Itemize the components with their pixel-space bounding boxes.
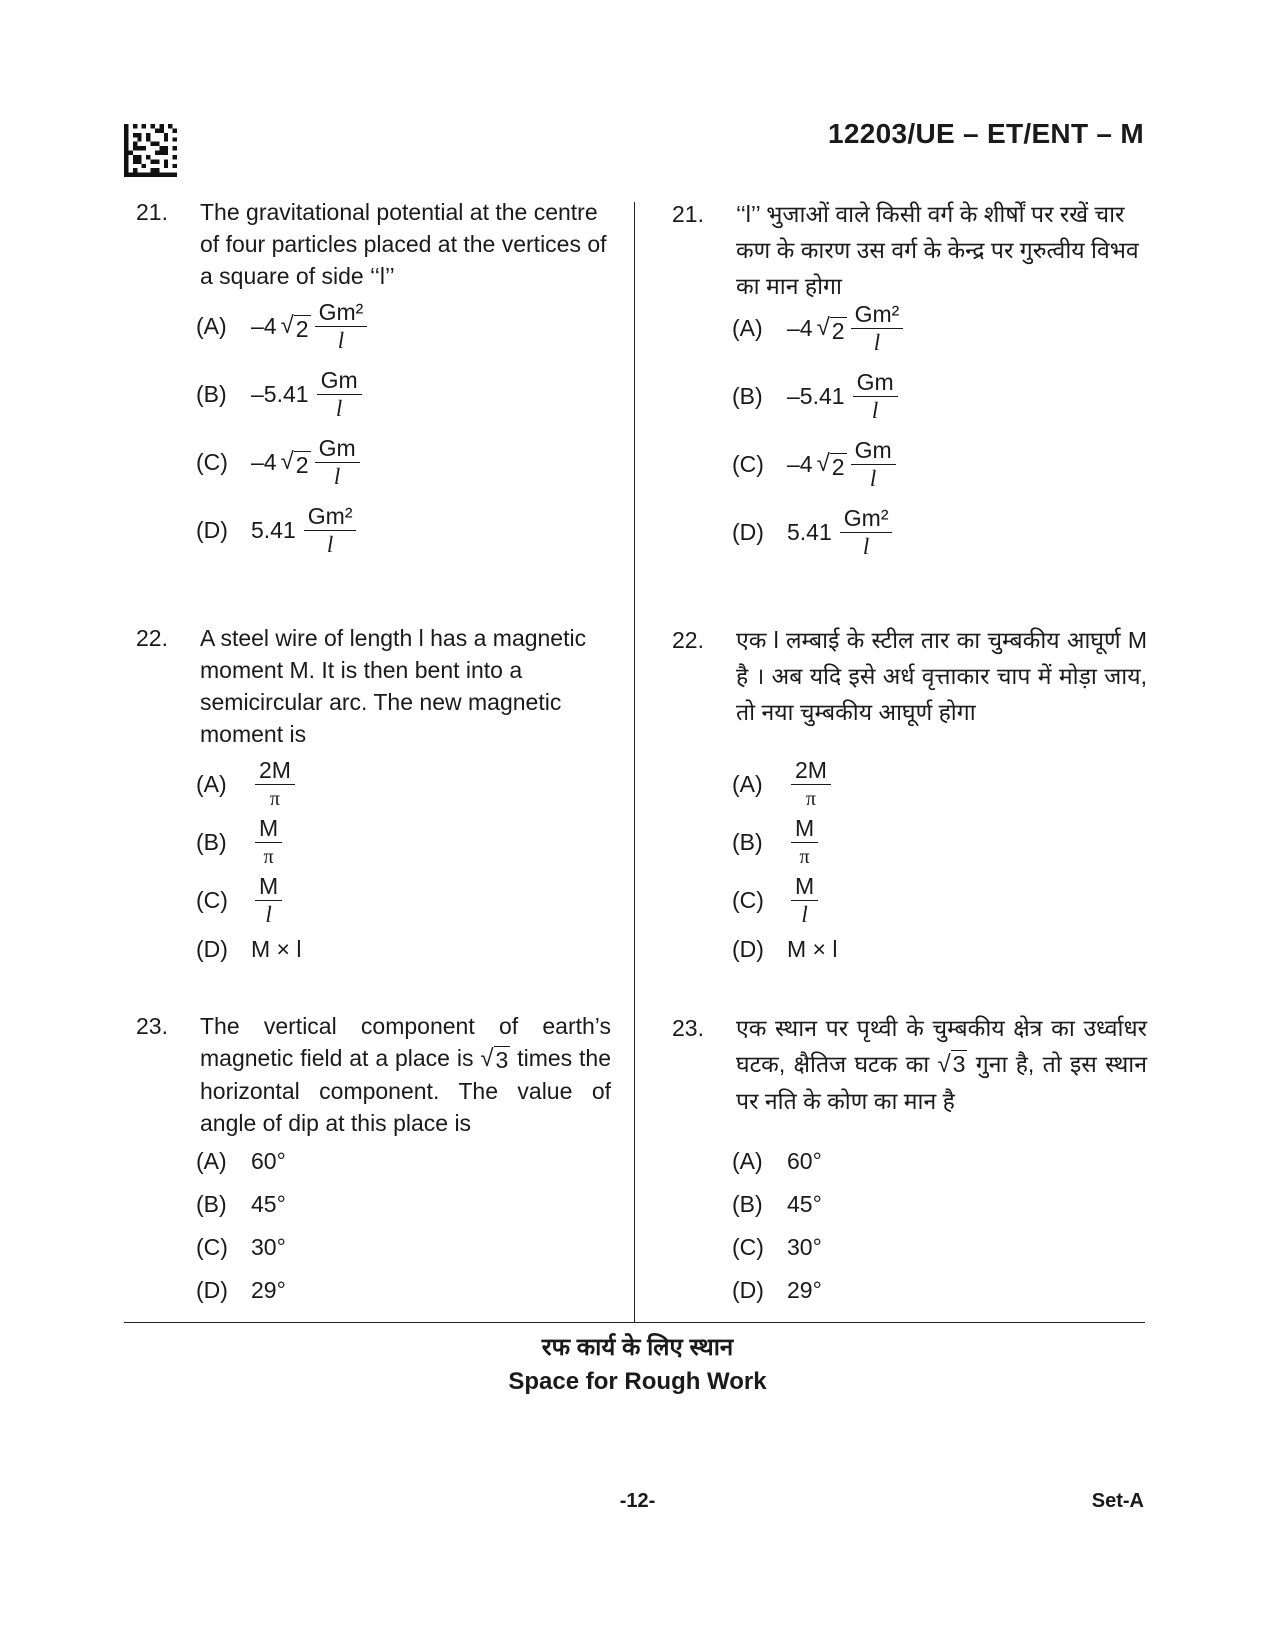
question-23-en [136,1010,611,1139]
question-22-en [136,622,611,750]
question-22-hi [672,622,1147,730]
option-b: (B) 45° [196,1191,286,1217]
qr-code [124,124,177,177]
option-b: (B) 45° [732,1191,822,1217]
question-number: 22. [672,627,704,653]
question-text: एक स्थान पर पृथ्वी के चुम्बकीय क्षेत्र का उर्ध्वाधर घटक, क्षैतिज घटक का √ 3 गुना है, तो इस स्थान पर नति के कोण का मान है [736,1015,1148,1114]
question-21-en [136,196,611,292]
option-d: (D) 5.41 $\frac{\text{Gm²}}{l}$ [196,502,356,559]
option-a: (A) $\frac{2M}{\pi}$ [196,756,295,813]
option-b: (B) $\frac{M}{\pi}$ [196,814,282,871]
question-number: 23. [136,1013,168,1039]
option-a: (A) 60° [196,1148,286,1174]
question-23-hi [672,1010,1147,1119]
option-d: (D) M × l [196,936,302,962]
rough-work-divider [124,1322,1145,1323]
question-text: The vertical component of earth’s magnetic field at a place is √ 3 times the horizontal component. The value of angle of dip at this place is [200,1013,611,1136]
option-c: (C) $\frac{M}{l}$ [732,872,818,929]
option-a: (A) –4 √ 2 $\frac{\text{Gm²}}{l}$ [732,300,903,357]
question-text: एक l लम्बाई के स्टील तार का चुम्बकीय आघूर्ण M है । अब यदि इसे अर्ध वृत्ताकार चाप में मोड़ा जाय, तो नया चुम्बकीय आघूर्ण होगा [736,627,1147,725]
option-b: (B) –5.41 $\frac{Gm}{l}$ [196,366,362,423]
option-b: (B) $\frac{M}{\pi}$ [732,814,818,871]
question-text: A steel wire of length l has a magnetic moment M. It is then bent into a semicircular arc. The new magnetic moment is [200,625,587,747]
paper-code: 12203/UE – ET/ENT – M [828,118,1144,149]
option-c: (C) 30° [196,1234,286,1260]
page-number: -12- [619,1490,656,1512]
set-label: Set-A [1091,1490,1144,1512]
question-number: 21. [672,201,704,227]
option-a: (A) –4 √ 2 $\frac{\text{Gm²}}{l}$ [196,298,367,355]
rough-work-label: Space for Rough Work [508,1368,767,1395]
option-a: (A) $\frac{2M}{\pi}$ [732,756,831,813]
option-d: (D) 5.41 $\frac{\text{Gm²}}{l}$ [732,504,892,561]
option-c: (C) –4 √ 2 $\frac{Gm}{l}$ [732,436,896,493]
question-text: The gravitational potential at the centre of four particles placed at the vertices of a square of side ‘‘l’’ [200,199,607,289]
option-d: (D) 29° [732,1277,822,1303]
option-a: (A) 60° [732,1148,822,1174]
column-divider [634,202,635,1323]
option-d: (D) 29° [196,1277,286,1303]
option-b: (B) –5.41 $\frac{Gm}{l}$ [732,368,898,425]
rough-work-label-hindi: रफ कार्य के लिए स्थान [541,1334,734,1361]
question-number: 21. [136,199,168,225]
question-number: 22. [136,625,168,651]
question-text: ‘‘l’’ भुजाओं वाले किसी वर्ग के शीर्षों पर रखें चार कण के कारण उस वर्ग के केन्द्र पर गुरुत्वीय विभव का मान होगा [736,201,1139,299]
question-21-hi [672,196,1147,304]
question-number: 23. [672,1015,704,1041]
option-d: (D) M × l [732,936,838,962]
option-c: (C) 30° [732,1234,822,1260]
option-c: (C) –4 √ 2 $\frac{Gm}{l}$ [196,434,360,491]
option-c: (C) $\frac{M}{l}$ [196,872,282,929]
